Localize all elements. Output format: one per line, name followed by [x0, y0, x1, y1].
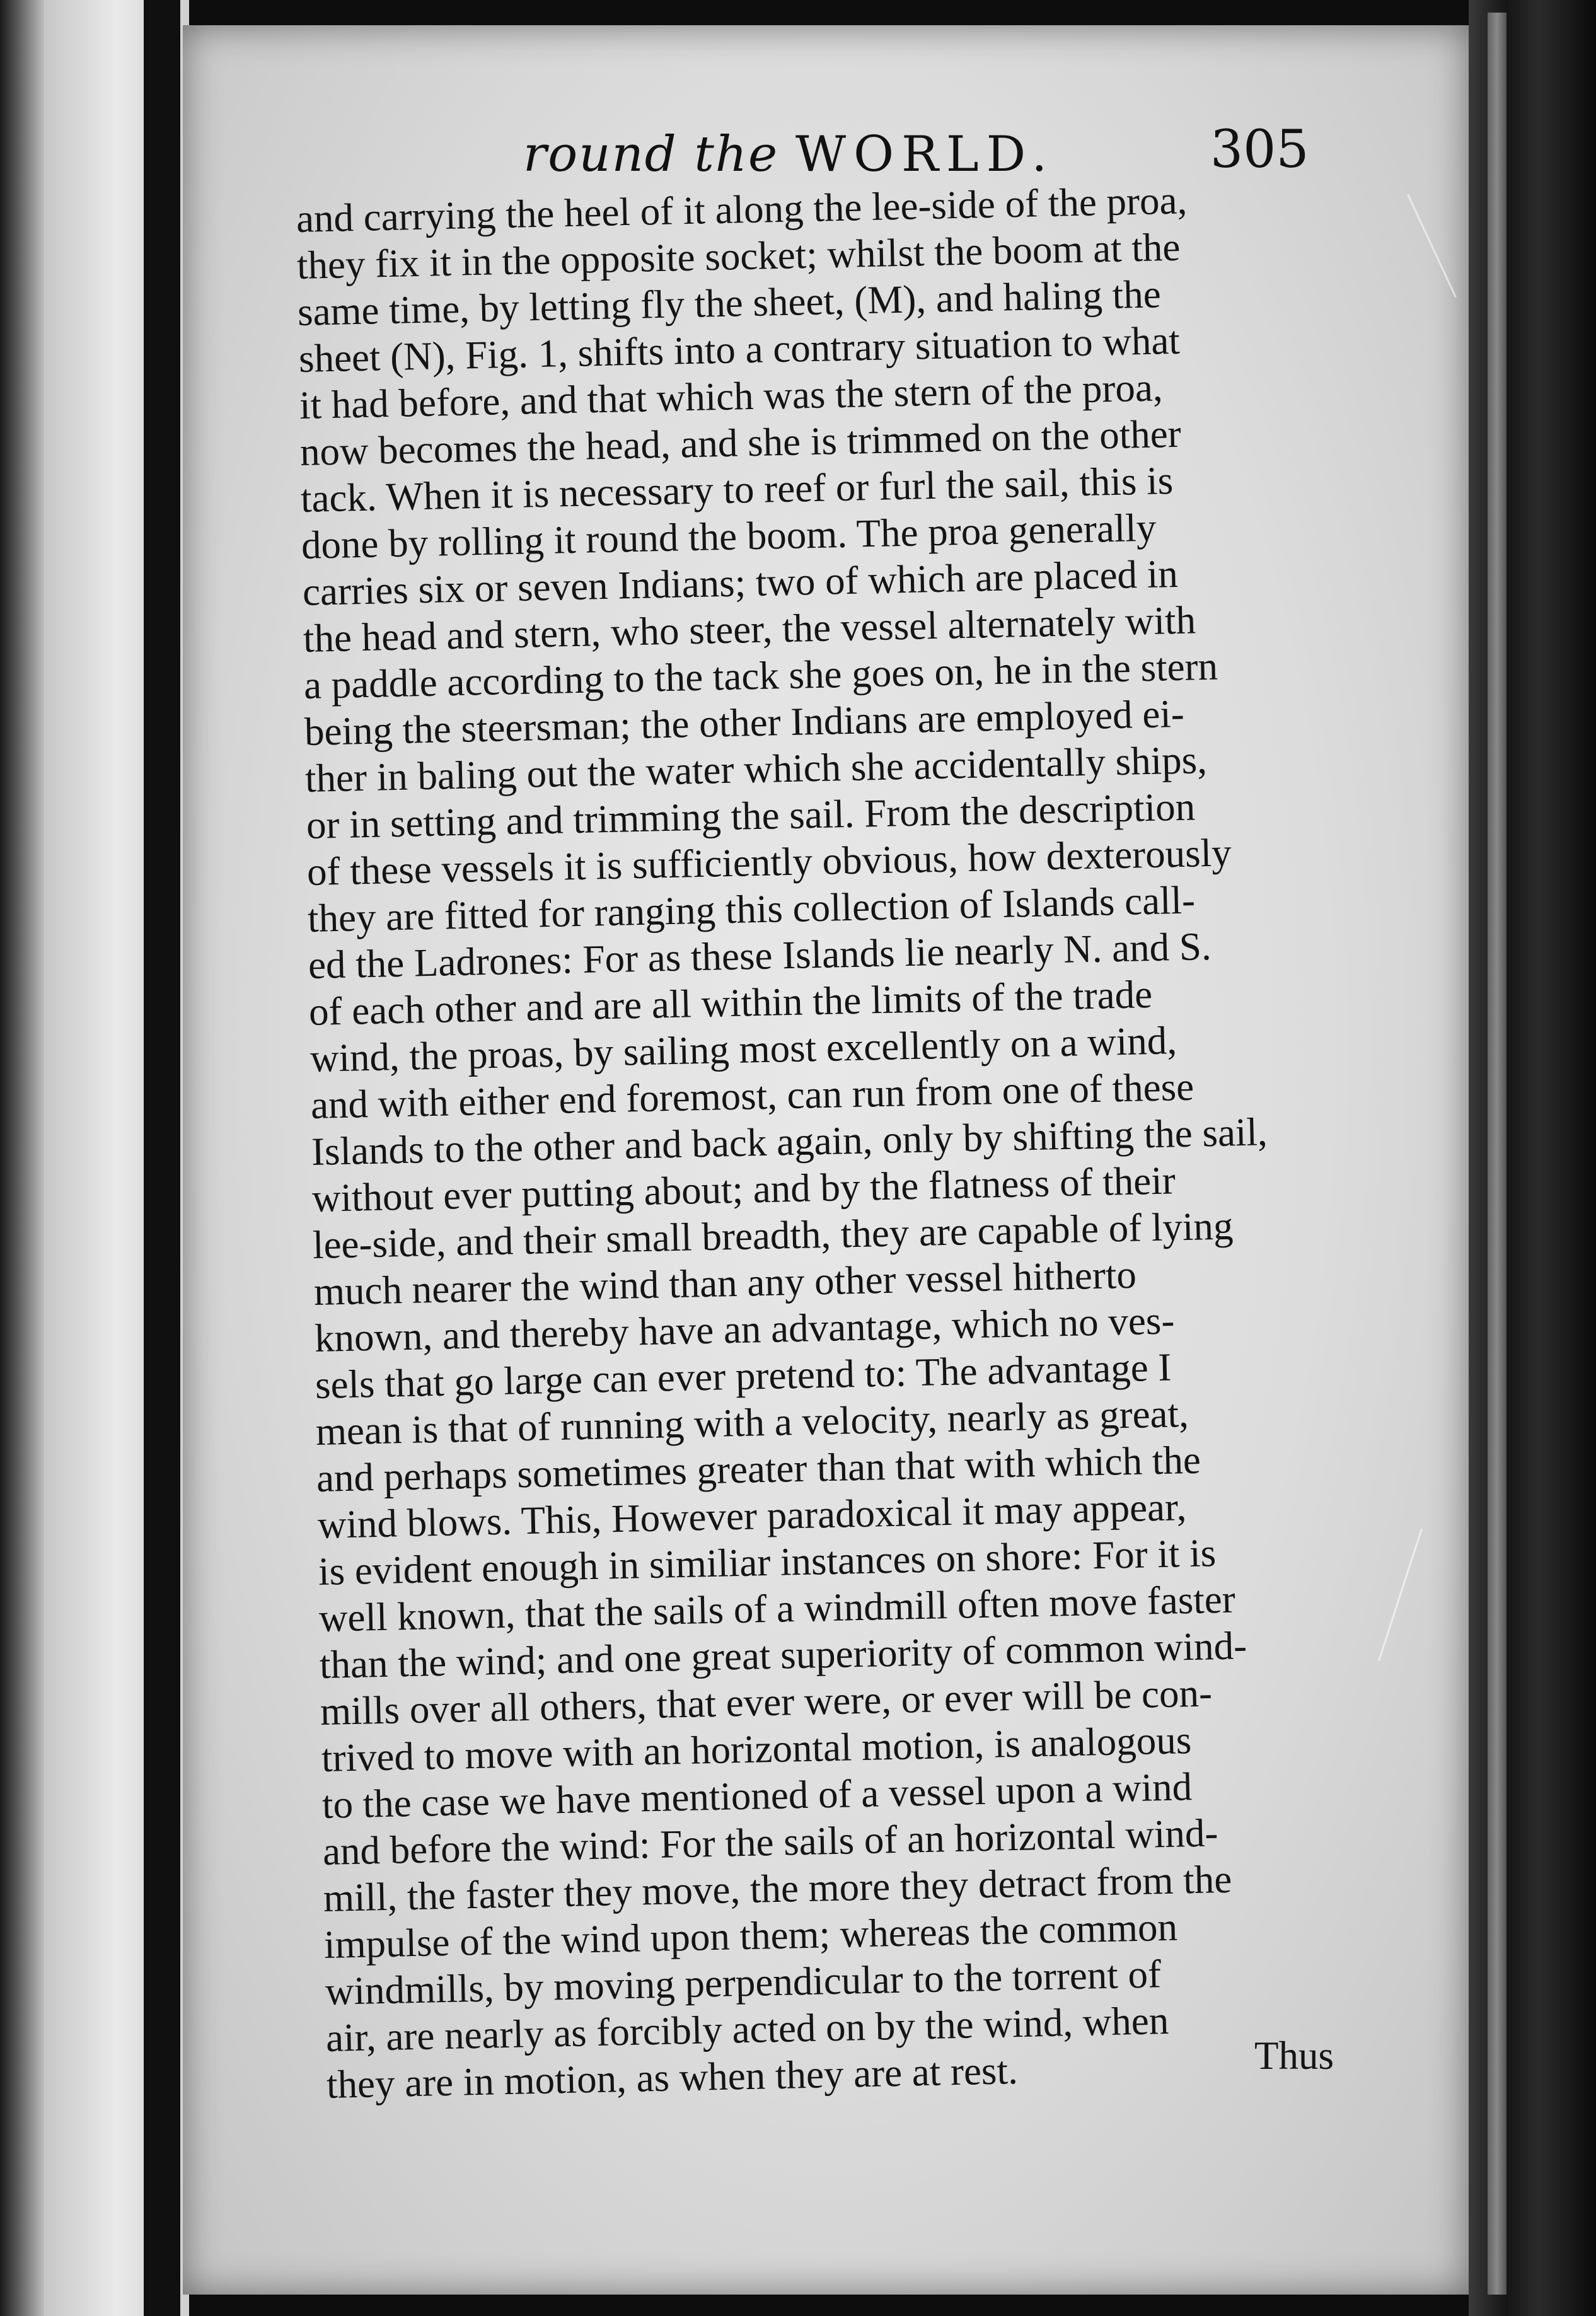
running-title-word: WORLD.: [795, 126, 1055, 183]
text-line: of each other and are all within the limits of the trade: [308, 971, 1154, 1034]
text-line: impulse of the wind upon them; whereas the common: [323, 1904, 1179, 1967]
text-line: without ever putting about; and by the flatness of their: [311, 1158, 1176, 1220]
text-line: they are fitted for ranging this collection of Islands call-: [307, 877, 1196, 941]
text-line: ther in baling out the water which she accidentally ships,: [304, 738, 1208, 801]
text-line: and carrying the heel of it along the lee-side of the proa,: [296, 178, 1188, 241]
text-line: to the case we have mentioned of a vessel upon a wind: [321, 1764, 1193, 1827]
text-line: and with either end foremost, can run from one of these: [310, 1064, 1194, 1127]
text-line: much nearer the wind than any other vessel hitherto: [313, 1252, 1137, 1314]
page-number: 305: [1210, 120, 1309, 180]
catchword: Thus: [1254, 2034, 1334, 2078]
text-line: carries six or seven Indians; two of which are placed in: [301, 551, 1179, 614]
text-line: known, and thereby have an advantage, which no ves-: [314, 1298, 1175, 1360]
text-line: tack. When it is necessary to reef or furl the sail, this is: [300, 458, 1174, 521]
running-title-prefix: round the: [523, 126, 779, 183]
text-line: or in setting and trimming the sail. From the description: [305, 784, 1196, 847]
text-line: now becomes the head, and she is trimmed on the other: [299, 411, 1182, 474]
text-line: being the steersman; the other Indians are employed ei-: [304, 691, 1185, 754]
text-line: ed the Ladrones: For as these Islands lie nearly N. and S.: [308, 924, 1212, 987]
text-line: mills over all others, that ever were, or ever will be con-: [320, 1670, 1213, 1734]
book-page: [183, 25, 1469, 2295]
text-line: well known, that the sails of a windmill often move faster: [318, 1577, 1236, 1640]
text-line: they fix it in the opposite socket; whilst the boom at the: [296, 224, 1181, 287]
left-binding-shadow: [0, 0, 44, 2316]
scan-scratch: [1378, 1529, 1423, 1661]
text-line: sels that go large can ever pretend to: The advantage I: [315, 1345, 1172, 1407]
text-line: and perhaps sometimes greater than that with which the: [316, 1437, 1201, 1500]
text-line: Islands to the other and back again, only by shifting the sail,: [311, 1109, 1268, 1174]
text-line: same time, by letting fly the sheet, (M), and haling the: [297, 272, 1162, 334]
text-line: done by rolling it round the boom. The proa generally: [301, 505, 1157, 567]
text-line: wind, the proas, by sailing most excellently on a wind,: [309, 1018, 1177, 1080]
body-text: [296, 178, 1368, 2108]
text-line: of these vessels it is sufficiently obvious, how dexterously: [306, 830, 1232, 894]
text-line: lee-side, and their small breadth, they are capable of lying: [312, 1203, 1234, 1267]
text-line: and before the wind: For the sails of an horizontal wind-: [322, 1810, 1219, 1873]
text-line: it had before, and that which was the stern of the proa,: [299, 365, 1164, 427]
text-line: trived to move with an horizontal motion, is analogous: [320, 1718, 1192, 1780]
gutter-shadow: [144, 0, 180, 2316]
running-title: [523, 126, 1055, 183]
text-line: sheet (N), Fig. 1, shifts into a contrary situation to what: [298, 318, 1181, 381]
text-line: air, are nearly as forcibly acted on by the wind, when: [325, 1998, 1169, 2060]
text-line: than the wind; and one great superiority of common wind-: [319, 1623, 1248, 1687]
text-line: mill, the faster they move, the more they detract from the: [323, 1856, 1233, 1920]
text-line: they are in motion, as when they are at rest.: [326, 2048, 1019, 2107]
text-line: is evident enough in similiar instances on shore: For it is: [318, 1531, 1217, 1594]
text-line: mean is that of running with a velocity, nearly as great,: [315, 1391, 1189, 1454]
text-line: the head and stern, who steer, the vessel alternately with: [303, 598, 1196, 661]
text-line: wind blows. This, However paradoxical it may appear,: [316, 1485, 1187, 1547]
text-line: a paddle according to the tack she goes on, he in the stern: [303, 644, 1218, 707]
text-line: windmills, by moving perpendicular to the torrent of: [324, 1952, 1162, 2013]
page-edge-strip: [1488, 13, 1506, 2295]
scan-scratch: [1407, 194, 1457, 298]
